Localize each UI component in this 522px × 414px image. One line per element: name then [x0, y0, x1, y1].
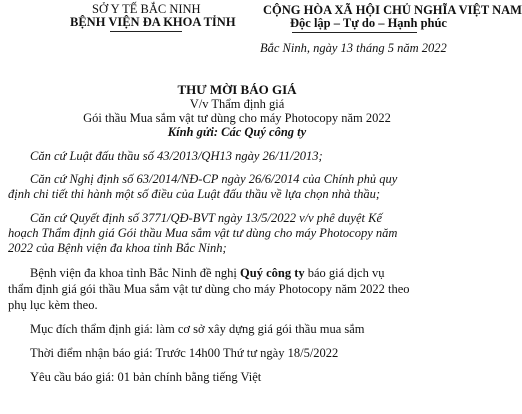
purpose-line: Mục đích thẩm định giá: làm cơ sở xây dựng giá gói thầu mua sắm: [30, 322, 365, 336]
basis-law: Căn cứ Luật đấu thầu số 43/2013/QH13 ngày 26/11/2013;: [30, 149, 323, 163]
request-line2: thẩm định giá gói thầu Mua sắm vật tư dùng cho máy Photocopy năm 2022 theo: [8, 282, 410, 296]
org-line1: SỞ Y TẾ BẮC NINH: [92, 2, 201, 16]
receipt-time-line: Thời điểm nhận báo giá: Trước 14h00 Thứ tư ngày 18/5/2022: [30, 346, 339, 360]
document-date: Bắc Ninh, ngày 13 tháng 5 năm 2022: [260, 41, 447, 55]
motto-underline: [292, 32, 417, 33]
basis-decision-line2: hoạch Thẩm định giá Gói thầu Mua sắm vật tư dùng cho máy Photocopy năm: [8, 226, 398, 240]
copies-requirement-line: Yêu cầu báo giá: 01 bản chính bằng tiếng Việt: [30, 370, 262, 384]
basis-decree-line2: định chi tiết thi hành một số điều của Luật đấu thầu về lựa chọn nhà thầu;: [8, 187, 381, 201]
basis-decree-line1: Căn cứ Nghị định số 63/2014/NĐ-CP ngày 26/6/2014 của Chính phủ quy: [30, 172, 398, 186]
org-line2: BỆNH VIỆN ĐA KHOA TỈNH: [70, 15, 236, 29]
request-text-a: Bệnh viện đa khoa tỉnh Bắc Ninh đề nghị: [30, 266, 241, 280]
request-text-b: báo giá dịch vụ: [304, 266, 385, 280]
basis-decision-line3: 2022 của Bệnh viện đa khoa tỉnh Bắc Ninh;: [8, 241, 227, 255]
org-underline: [110, 31, 182, 32]
document-title: THƯ MỜI BÁO GIÁ: [177, 82, 297, 97]
nation-title: CỘNG HÒA XÃ HỘI CHỦ NGHĨA VIỆT NAM: [263, 3, 522, 17]
request-line1: [30, 266, 384, 281]
subject-line2: Gói thầu Mua sắm vật tư dùng cho máy Photocopy năm 2022: [83, 111, 391, 125]
basis-decision-line1: Căn cứ Quyết định số 3771/QĐ-BVT ngày 13/5/2022 v/v phê duyệt Kế: [30, 211, 383, 225]
subject-line1: V/v Thẩm định giá: [189, 97, 285, 111]
request-addressee: Quý công ty: [240, 266, 305, 280]
motto: Độc lập – Tự do – Hạnh phúc: [290, 16, 447, 30]
request-line3: phụ lục kèm theo.: [8, 298, 98, 312]
recipient: Kính gửi: Các Quý công ty: [167, 125, 307, 139]
